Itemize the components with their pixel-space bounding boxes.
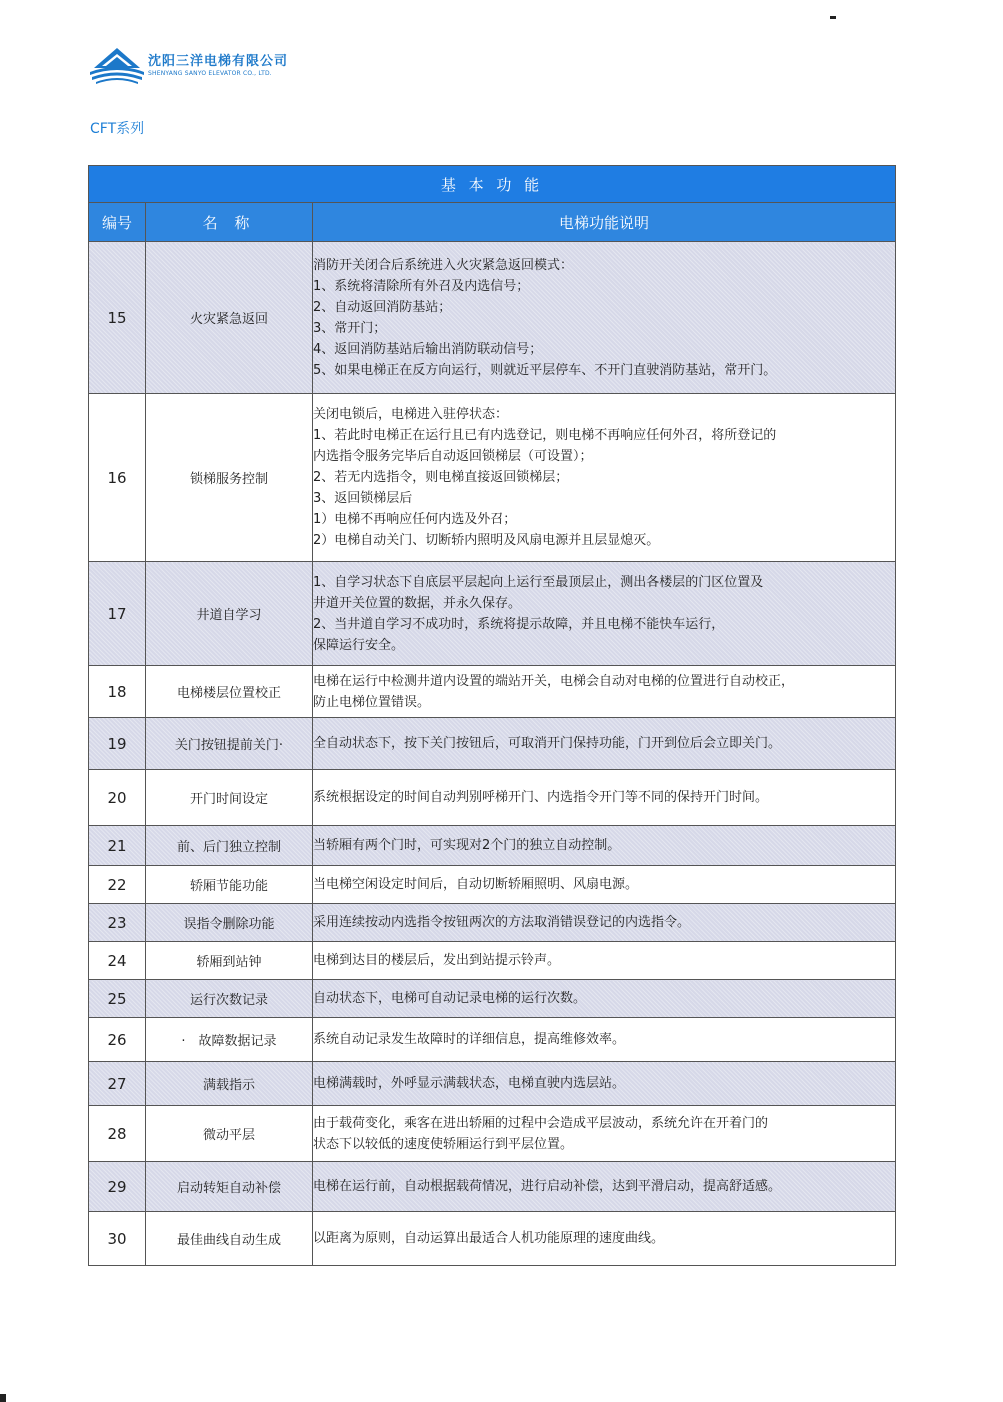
description-line: 系统根据设定的时间自动判别呼梯开门、内选指令开门等不同的保持开门时间。: [313, 790, 769, 805]
function-name: 火灾紧急返回: [146, 242, 313, 394]
table-row: [89, 242, 896, 394]
series-title: CFT系列: [90, 121, 145, 137]
function-name: 轿厢到站钟: [146, 942, 313, 980]
description-line: 消防开关闭合后系统进入火灾紧急返回模式：: [313, 257, 574, 273]
function-name: 前、后门独立控制: [146, 826, 313, 866]
table-row: [89, 718, 896, 770]
function-description: [313, 866, 896, 904]
description-line: 1）电梯不再响应任何内选及外召；: [313, 512, 517, 527]
table-row: [89, 1018, 896, 1062]
scan-speck: [0, 1394, 6, 1402]
function-description: [313, 562, 896, 666]
row-number: 17: [89, 562, 146, 666]
pyramid-wave-logo-icon: [88, 46, 146, 86]
function-name: 启动转矩自动补偿: [146, 1162, 313, 1212]
description-line: 5、如果电梯正在反方向运行，则就近平层停车、不开门直驶消防基站，常开门。: [313, 362, 777, 378]
row-number: 22: [89, 866, 146, 904]
description-line: 2、当井道自学习不成功时，系统将提示故障，并且电梯不能快车运行，: [313, 616, 725, 632]
row-number: 19: [89, 718, 146, 770]
table-row: [89, 942, 896, 980]
function-description: [313, 1106, 896, 1162]
description-line: 电梯到达目的楼层后，发出到站提示铃声。: [313, 953, 561, 968]
description-line: 2）电梯自动关门、切断轿内照明及风扇电源并且层显熄灭。: [313, 533, 660, 548]
col-header-desc: 电梯功能说明: [313, 203, 896, 242]
function-name: 锁梯服务控制: [146, 394, 313, 562]
row-number: 26: [89, 1018, 146, 1062]
function-name: 满载指示: [146, 1062, 313, 1106]
table-row: [89, 866, 896, 904]
function-description: [313, 718, 896, 770]
table-row: [89, 826, 896, 866]
description-line: 当轿厢有两个门时，可实现对2个门的独立自动控制。: [313, 838, 621, 853]
row-number: 16: [89, 394, 146, 562]
function-description: [313, 242, 896, 394]
description-line: 2、自动返回消防基站；: [313, 299, 452, 315]
description-line: 1、自学习状态下自底层平层起向上运行至最顶层止，测出各楼层的门区位置及: [313, 574, 764, 590]
function-description: [313, 1062, 896, 1106]
description-line: 采用连续按动内选指令按钮两次的方法取消错误登记的内选指令。: [313, 915, 691, 930]
description-line: 2、若无内选指令，则电梯直接返回锁梯层；: [313, 470, 569, 485]
row-number: 28: [89, 1106, 146, 1162]
description-line: 自动状态下，电梯可自动记录电梯的运行次数。: [313, 991, 587, 1006]
function-name: 微动平层: [146, 1106, 313, 1162]
description-line: 1、若此时电梯正在运行且已有内选登记，则电梯不再响应任何外召，将所登记的: [313, 428, 777, 443]
table-row: [89, 770, 896, 826]
function-table: [88, 165, 896, 1266]
function-name: 关门按钮提前关门·: [146, 718, 313, 770]
row-number: 30: [89, 1212, 146, 1266]
description-line: 电梯在运行中检测井道内设置的端站开关，电梯会自动对电梯的位置进行自动校正，: [313, 673, 795, 689]
table-title: 基 本 功 能: [89, 166, 896, 203]
description-line: 全自动状态下，按下关门按钮后，可取消开门保持功能，门开到位后会立即关门。: [313, 736, 782, 751]
description-line: 井道开关位置的数据，并永久保存。: [313, 595, 522, 611]
function-description: [313, 942, 896, 980]
function-description: [313, 770, 896, 826]
table-row: [89, 904, 896, 942]
function-name: · 故障数据记录: [146, 1018, 313, 1062]
table-row: [89, 1062, 896, 1106]
row-number: 18: [89, 666, 146, 718]
description-line: 系统自动记录发生故障时的详细信息，提高维修效率。: [313, 1032, 626, 1047]
row-number: 23: [89, 904, 146, 942]
col-header-name: 名 称: [146, 203, 313, 242]
function-name: 井道自学习: [146, 562, 313, 666]
row-number: 25: [89, 980, 146, 1018]
description-line: 由于载荷变化，乘客在进出轿厢的过程中会造成平层波动，系统允许在开着门的: [313, 1115, 769, 1131]
table-row: [89, 1106, 896, 1162]
table-row: [89, 1162, 896, 1212]
description-line: 3、常开门；: [313, 320, 387, 336]
description-line: 3、返回锁梯层后: [313, 491, 413, 506]
row-number: 15: [89, 242, 146, 394]
function-description: [313, 826, 896, 866]
col-header-num: 编号: [89, 203, 146, 242]
row-number: 24: [89, 942, 146, 980]
function-name: 误指令删除功能: [146, 904, 313, 942]
function-name: 轿厢节能功能: [146, 866, 313, 904]
description-line: 关闭电锁后，电梯进入驻停状态：: [313, 407, 509, 422]
table-row: [89, 562, 896, 666]
function-description: [313, 394, 896, 562]
company-name-cn: 沈阳三洋电梯有限公司: [148, 54, 289, 69]
description-line: 状态下以较低的速度使轿厢运行到平层位置。: [313, 1136, 574, 1152]
table-row: [89, 394, 896, 562]
description-line: 当电梯空闲设定时间后，自动切断轿厢照明、风扇电源。: [313, 877, 639, 892]
function-description: [313, 904, 896, 942]
company-name-en: SHENYANG SANYO ELEVATOR CO., LTD.: [148, 70, 272, 77]
function-description: [313, 1018, 896, 1062]
description-line: 电梯在运行前，自动根据载荷情况，进行启动补偿，达到平滑启动，提高舒适感。: [313, 1179, 782, 1194]
description-line: 电梯满载时，外呼显示满载状态，电梯直驶内选层站。: [313, 1076, 626, 1091]
scan-speck: [830, 16, 836, 19]
description-line: 保障运行安全。: [313, 637, 405, 653]
description-line: 1、系统将清除所有外召及内选信号；: [313, 278, 530, 294]
description-line: 以距离为原则，自动运算出最适合人机功能原理的速度曲线。: [313, 1231, 665, 1246]
row-number: 27: [89, 1062, 146, 1106]
row-number: 21: [89, 826, 146, 866]
table-row: [89, 980, 896, 1018]
function-name: 最佳曲线自动生成: [146, 1212, 313, 1266]
function-description: [313, 980, 896, 1018]
table-row: [89, 1212, 896, 1266]
function-description: [313, 1212, 896, 1266]
table-row: [89, 666, 896, 718]
function-name: 电梯楼层位置校正: [146, 666, 313, 718]
row-number: 29: [89, 1162, 146, 1212]
function-name: 运行次数记录: [146, 980, 313, 1018]
function-name: 开门时间设定: [146, 770, 313, 826]
description-line: 4、返回消防基站后输出消防联动信号；: [313, 341, 543, 357]
description-line: 内选指令服务完毕后自动返回锁梯层（可设置）；: [313, 449, 593, 464]
description-line: 防止电梯位置错误。: [313, 694, 431, 710]
function-description: [313, 666, 896, 718]
row-number: 20: [89, 770, 146, 826]
function-description: [313, 1162, 896, 1212]
company-header: [88, 42, 448, 92]
